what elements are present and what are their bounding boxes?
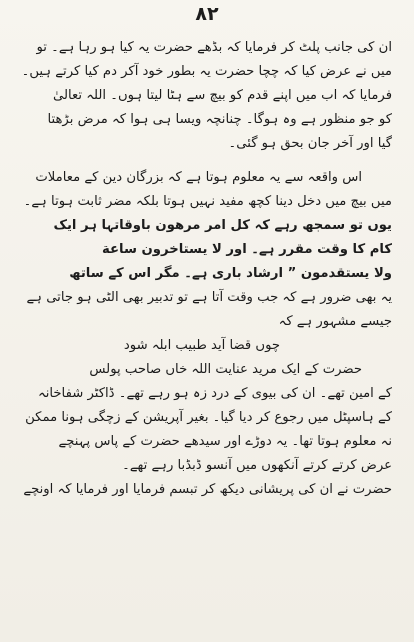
text-line: یہ بھی ضرور ہے کہ جب وقت آتا ہے تو تدبیر بھی الٹی ہو جاتی ہے (26, 290, 392, 305)
page-number: ۸۲ (195, 3, 219, 25)
text-line: گیا اور آخر جان بحق ہو گئی۔ (228, 136, 392, 151)
body-text (12, 36, 392, 502)
text-line: نہ معلوم ہوتا تھا۔ یہ دوڑے اور سیدھے حضرت کے پاس پہنچے (58, 434, 392, 449)
verse (12, 334, 392, 358)
text-line: اس واقعہ سے یہ معلوم ہوتا ہے کہ بزرگان دین کے معاملات (35, 170, 362, 185)
paragraph (12, 166, 392, 334)
text-line: کے ہاسپٹل میں رجوع کر دیا گیا۔ بغیر آپریشن کے زچگی ہونا ممکن (25, 410, 392, 425)
text-line: میں بیچ میں دخل دینا کچھ مفید نہیں ہوتا بلکہ مضر ثابت ہوتا ہے۔ (23, 194, 392, 209)
paragraph (12, 36, 392, 156)
text-line: میں نے عرض کیا کہ چچا حضرت یہ بطور خود آکر دم کیا کرتے ہیں۔ (21, 64, 392, 79)
text-line: ان کی جانب پلٹ کر فرمایا کہ بڈھے حضرت یہ کیا ہو رہا ہے۔ تو (36, 40, 392, 55)
text-line: کو جو منظور ہے وہ ہوگا۔ چنانچہ ویسا ہی ہوا کہ مرض بڑھتا (47, 112, 392, 127)
verse-line: چوں قضا آید طبیب ابلہ شود (123, 338, 281, 353)
text-line: کام کا وقت مقرر ہے۔ اور لا یستاخرون ساعة (102, 242, 392, 257)
text-line: ولا یستقدمون ” ارشاد باری ہے۔ مگر اس کے ساتھ (69, 266, 392, 281)
paragraph-gap (12, 156, 392, 166)
text-line: کے امین تھے۔ ان کی بیوی کے درد زہ ہو رہے تھے۔ ڈاکٹر شفاخانہ (37, 386, 392, 401)
text-line: فرمایا کہ اب میں اپنے قدم کو بیچ سے ہٹا لیتا ہوں۔ اللہ تعالیٰ (53, 88, 392, 103)
text-line: یوں تو سمجھ رہے کہ کل امر مرهون باوقاتہا ہر ایک (53, 218, 392, 233)
text-line: حضرت نے ان کی پریشانی دیکھ کر تبسم فرمایا اور فرمایا کہ اونچے (23, 482, 392, 497)
paragraph (12, 358, 392, 502)
text-line: عرض کرتے کرتے آنکھوں میں آنسو ڈبڈبا رہے تھے۔ (122, 458, 392, 473)
text-line: جیسے مشہور ہے کہ (278, 314, 392, 329)
text-line: حضرت کے ایک مرید عنایت اللہ خاں صاحب پولس (89, 362, 362, 377)
